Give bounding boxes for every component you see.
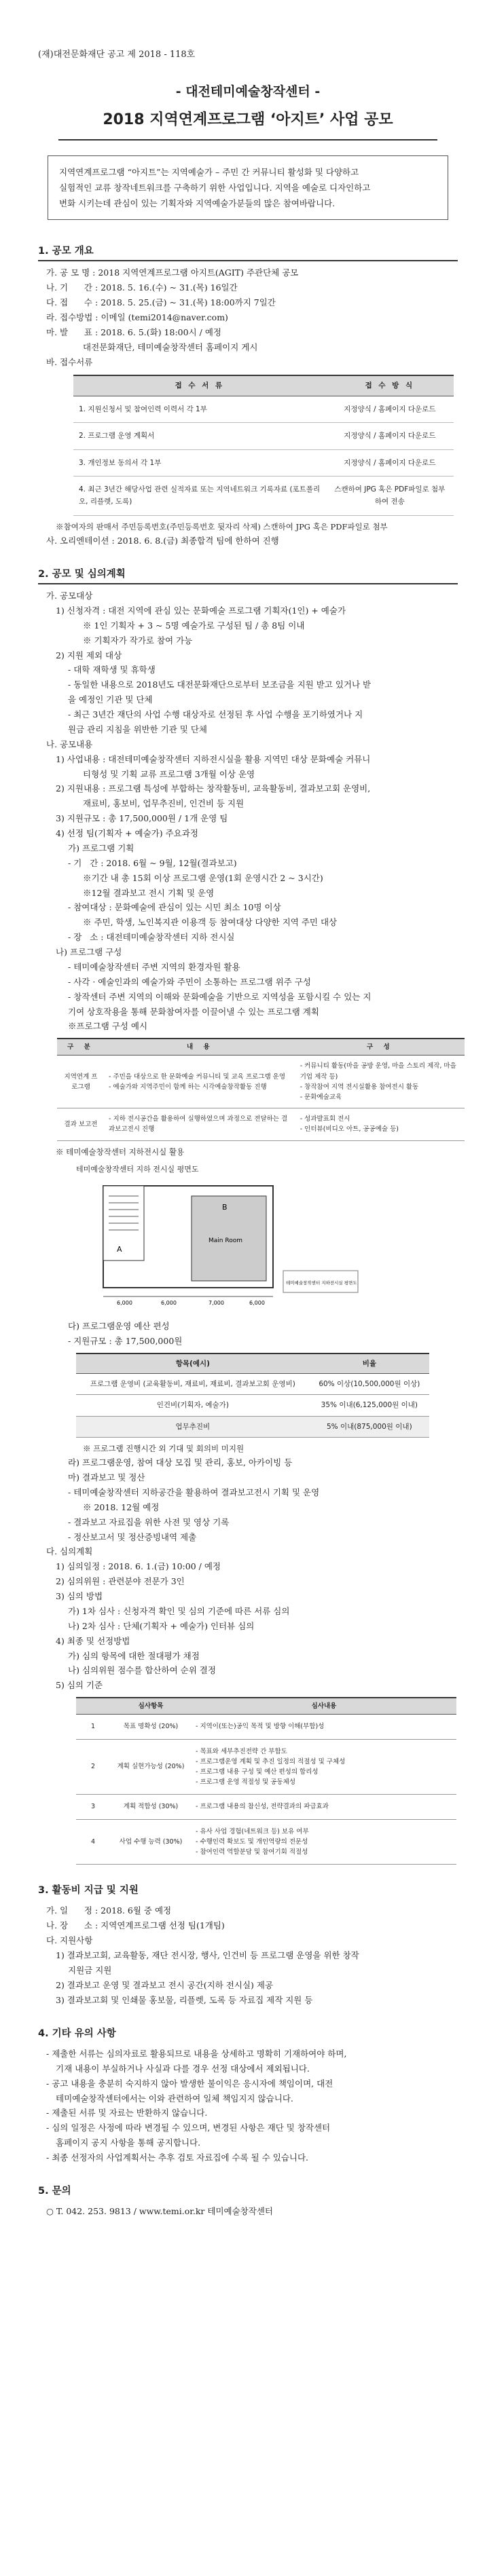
section-title-support: 3. 활동비 지급 및 지원 — [38, 1885, 139, 1897]
cell-line: - 커뮤니티 활동(마을 공방 운영, 마을 스토리 제작, 마을 기업 제작 등) — [300, 1062, 456, 1081]
intro-box — [48, 155, 448, 220]
table-header: 심사내용 — [192, 1698, 456, 1715]
notes-line: 기재 내용이 부실하거나 사실과 다를 경우 선정 대상에서 제외됩니다. — [56, 2063, 310, 2074]
plan-line: 4) 최종 및 선정방법 — [56, 1635, 130, 1646]
program-example-table — [57, 1038, 465, 1140]
plan-line: - 창작센터 주변 지역의 이해와 문화예술을 기반으로 지역성을 포함시킬 수 있는 지 — [68, 991, 372, 1002]
table-row — [73, 396, 454, 422]
plan-line: - 테미예술창작센터 주변 지역의 환경자원 활용 — [68, 961, 240, 972]
support-line: 나. 장 소 : 지역연계프로그램 선정 팀(1개팀) — [46, 1920, 225, 1931]
budget-table — [76, 1353, 429, 1438]
plan-line: - 기 간 : 2018. 6월 ~ 9월, 12월(결과보고) — [68, 857, 237, 868]
support-line: 1) 결과보고회, 교육활동, 재단 전시장, 행사, 인건비 등 프로그램 운영을 위한 창작 — [56, 1950, 359, 1961]
overview-line: 다. 접 수 : 2018. 5. 25.(금) ~ 31.(목) 18:00까지 7일간 — [46, 297, 276, 307]
overview-line: 라. 접수방법 : 이메일 (temi2014@naver.com) — [46, 312, 228, 322]
plan-line: 4) 선정 팀(기획자 + 예술가) 주요과정 — [56, 828, 198, 838]
table-row — [57, 1108, 465, 1140]
plan-line: - 참여대상 : 문화예술에 관심이 있는 시민 최소 10명 이상 — [68, 902, 281, 913]
plan-line: 나) 심의위원 점수를 합산하여 순위 결정 — [68, 1665, 216, 1676]
plan-line: 가. 공모대상 — [46, 591, 93, 601]
table-row — [73, 449, 454, 476]
cell-line: - 지하 전시공간을 활용하여 실행하였으며 과정으로 전달하는 결과보고전시 진행 — [109, 1115, 288, 1134]
overview-line: 대전문화재단, 테미예술창작센터 홈페이지 게시 — [83, 341, 258, 352]
plan-line: - 테미예술창작센터 지하공간을 활용하여 결과보고전시 기획 및 운영 — [68, 1487, 320, 1497]
table-cell: 60% 이상(10,500,000원 이상) — [310, 1373, 429, 1394]
plan-line: 2) 지원내용 : 프로그램 특성에 부합하는 창작활동비, 교육활동비, 결과보고회 운영비, — [56, 783, 371, 794]
cell-line: - 프로그램 내용의 참신성, 전략결과의 파급효과 — [196, 1803, 329, 1811]
table-cell — [296, 1108, 465, 1140]
plan-line: 가) 프로그램 기획 — [68, 842, 134, 853]
budget-line: - 지원규모 : 총 17,500,000원 — [68, 1335, 183, 1346]
criteria-table — [76, 1697, 456, 1865]
plan-line: - 장 소 : 대전테미예술창작센터 지하 전시실 — [68, 932, 235, 943]
plan-line: - 최근 3년간 재단의 사업 수행 대상자로 선정된 후 사업 수행을 포기하였거나 지 — [68, 709, 363, 720]
cell-line: - 유사 사업 경험(네트워크 등) 보유 여부 — [196, 1827, 309, 1835]
table-cell: 4 — [76, 1819, 110, 1865]
budget-note: ※ 프로그램 진행시간 외 기대 및 회의비 미지원 — [83, 1444, 244, 1454]
table-cell — [192, 1715, 456, 1739]
section-title-notes: 4. 기타 유의 사항 — [38, 2028, 116, 2039]
cell-line: - 문화예술교육 — [300, 1094, 342, 1101]
table-cell: 2 — [76, 1739, 110, 1795]
plan-line: 나) 프로그램 구성 — [56, 947, 122, 957]
support-line: 3) 결과보고회 및 인쇄물 홍보물, 리플렛, 도록 등 자료집 제작 지원 등 — [56, 1994, 313, 2005]
plan-line: 1) 사업내용 : 대전테미예술창작센터 지하전시실을 활용 지역민 대상 문화예술 커뮤니 — [56, 753, 371, 764]
plan-line: - 대학 재학생 및 휴학생 — [68, 665, 156, 675]
table-cell: 5% 이내(875,000원 이내) — [310, 1416, 429, 1437]
overview-line: 바. 접수서류 — [46, 356, 93, 367]
plan-line: 1) 신청자격 : 대전 지역에 관심 있는 문화예술 프로그램 기획자(1인) + 예술가 — [56, 605, 346, 616]
dimension-label: 6,000 — [249, 1299, 265, 1306]
cell-line: - 참여인력 역할분담 및 참여기회 적절성 — [196, 1848, 308, 1856]
support-line: 지원금 지원 — [68, 1964, 112, 1975]
table-row — [76, 1416, 429, 1437]
plan-line: ※ 1인 기획자 + 3 ~ 5명 예술가로 구성된 팀 / 총 8팀 이내 — [83, 620, 305, 631]
table-row — [76, 1373, 429, 1394]
table-cell — [296, 1056, 465, 1108]
cell-line: - 성과발표회 전시 — [300, 1115, 350, 1123]
floorplan-legend: 테미예술창작센터 지하전시실 평면도 — [286, 1280, 357, 1286]
intro-line: 지역연계프로그램 “아지트”는 지역예술가 – 주민 간 커뮤니티 활성화 및 다양하고 — [59, 166, 359, 177]
table-row — [73, 476, 454, 515]
plan-line: 가) 1차 심사 : 신청자격 확인 및 심의 기준에 따른 서류 심의 — [68, 1605, 290, 1616]
intro-line: 변화 시키는데 관심이 있는 기획자와 지역예술가분들의 많은 참여바랍니다. — [59, 198, 336, 208]
section-title-contact: 5. 문의 — [38, 2185, 71, 2197]
notes-line: - 제출한 서류는 심의자료로 활용되므로 내용을 상세하고 명확히 기재하여야 하며, — [46, 2048, 347, 2059]
plan-line: 나. 공모내용 — [46, 739, 93, 749]
plan-line: 가) 심의 항목에 대한 절대평가 채점 — [68, 1650, 200, 1661]
title-divider — [58, 139, 437, 141]
orientation-line: 사. 오리엔테이션 : 2018. 6. 8.(금) 최종합격 팀에 한하여 진행 — [46, 535, 279, 546]
table-cell: 3 — [76, 1795, 110, 1819]
overview-line: 나. 기 간 : 2018. 5. 16.(수) ~ 31.(목) 16일간 — [46, 282, 238, 293]
plan-line: 기여 상호작용을 통해 문화참여자를 이끌어낼 수 있는 프로그램 계획 — [68, 1006, 319, 1017]
submission-docs-table — [73, 375, 454, 515]
table-cell: 계획 적합성 (30%) — [110, 1795, 192, 1819]
table-cell: 인건비(기획자, 예술가) — [76, 1395, 310, 1416]
cell-line: - 프로그램 내용 구성 및 예산 편성의 합리성 — [196, 1768, 319, 1776]
plan-line: - 결과보고 자료집을 위한 사전 및 영상 기록 — [68, 1516, 230, 1527]
plan-line: 3) 심의 방법 — [56, 1591, 103, 1602]
cell-line: - 예술가와 지역주민이 함께 하는 시각예술창작활동 진행 — [109, 1083, 267, 1091]
page-title: 2018 지역연계프로그램 ‘아지트’ 사업 공모 — [103, 111, 393, 128]
table-header: 접 수 방 식 — [326, 375, 454, 396]
overview-line: 가. 공 모 명 : 2018 지역연계프로그램 아지트(AGIT) 주관단체 공모 — [46, 267, 299, 278]
contact-info: ○ T. 042. 253. 9813 / www.temi.or.kr 테미예술창작센터 — [46, 2206, 273, 2217]
table-cell: 2. 프로그램 운영 계획서 — [73, 423, 326, 449]
plan-line: - 사각 · 예술인과의 예술가와 주민이 소통하는 프로그램 위주 구성 — [68, 976, 311, 987]
table-cell: 프로그램 운영비 (교육활동비, 재료비, 재료비, 결과보고회 운영비) — [76, 1373, 310, 1394]
dimension-label: 6,000 — [117, 1299, 132, 1306]
subtitle: - 대전테미예술창작센터 - — [175, 83, 321, 99]
table-cell: 1. 지원신청서 및 참여인력 이력서 각 1부 — [73, 396, 326, 422]
notes-line: - 제출된 서류 및 자료는 반환하지 않습니다. — [46, 2108, 208, 2118]
table-note: ※참여자의 판매서 주민등록번호(주민등록번호 뒷자리 삭제) 스캔하여 JPG 혹은 PDF파일로 첨부 — [56, 521, 388, 531]
cell-line: - 목표와 세부추진전략 간 부합도 — [196, 1747, 287, 1755]
table-cell: 1 — [76, 1715, 110, 1739]
table-cell: 결과 보고전 — [57, 1108, 105, 1140]
main-room-label: Main Room — [209, 1237, 242, 1244]
plan-line: - 동일한 내용으로 2018년도 대전문화재단으로부터 보조금을 지원 받고 있거나 받 — [68, 679, 372, 690]
cell-line: - 프로그램운영 계획 및 추진 일정의 적절성 및 구체성 — [196, 1757, 346, 1766]
floorplan-drawing — [76, 1176, 361, 1311]
plan-line: 나) 2차 심사 : 단체(기획자 + 예술가) 인터뷰 심의 — [68, 1620, 255, 1631]
floorplan — [76, 1163, 458, 1316]
cell-line: - 주민을 대상으로 한 문화예술 커뮤니티 및 교육 프로그램 운영 — [109, 1072, 286, 1081]
table-header — [76, 1698, 110, 1715]
room-a-label: A — [117, 1244, 122, 1254]
cell-line: - 수행인력 확보도 및 개인역량의 전문성 — [196, 1837, 308, 1846]
plan-line: 3) 지원규모 : 총 17,500,000원 / 1개 운영 팀 — [56, 813, 228, 824]
table-cell: 지역연계 프로그램 — [57, 1056, 105, 1108]
table-row — [76, 1795, 456, 1819]
plan-line: ※ 기획자가 작가로 참여 가능 — [83, 635, 193, 646]
table-cell — [192, 1739, 456, 1795]
table-cell: 업무추진비 — [76, 1416, 310, 1437]
cell-line: - 창작참여 지역 전시실활용 참여전시 활동 — [300, 1083, 419, 1091]
plan-line: 5) 심의 기준 — [56, 1680, 103, 1691]
support-line: 가. 일 정 : 2018. 6월 중 예정 — [46, 1905, 172, 1916]
notes-line: 홈페이지 공지 사항을 통해 공지합니다. — [56, 2138, 201, 2148]
notes-line: - 공고 내용을 충분히 숙지하지 않아 발생한 불이익은 응시자에 책임이며, 대전 — [46, 2078, 333, 2089]
plan-line: 2) 지원 제외 대상 — [56, 650, 122, 660]
plan-line: - 정산보고서 및 정산증빙내역 제출 — [68, 1531, 197, 1542]
table-cell: 계획 실현가능성 (20%) — [110, 1739, 192, 1795]
table-row — [73, 423, 454, 449]
floorplan-note: ※ 테미예술창작센터 지하전시실 활용 — [56, 1146, 185, 1157]
table-header: 항목(예시) — [76, 1354, 310, 1374]
room-b-label: B — [222, 1202, 228, 1212]
table-row — [76, 1819, 456, 1865]
table-header: 심사항목 — [110, 1698, 192, 1715]
cell-line: - 지역이(또는)공익 목적 및 방향 이해(부합)성 — [196, 1723, 325, 1731]
table-row — [57, 1056, 465, 1108]
table-cell: 지정양식 / 홈페이지 다운로드 — [326, 449, 454, 476]
plan-line: 마) 결과보고 및 정산 — [68, 1472, 145, 1483]
intro-line: 실험적인 교류 창작네트워크를 구축하기 위한 사업입니다. 지역을 예술로 디자인하고 — [59, 182, 371, 193]
table-cell: 스캔하여 JPG 혹은 PDF파일로 첨부하여 전송 — [326, 476, 454, 515]
table-cell: 목표 명확성 (20%) — [110, 1715, 192, 1739]
table-cell: 3. 개인정보 동의서 각 1부 — [73, 449, 326, 476]
table-cell — [192, 1819, 456, 1865]
plan-line: 티형성 및 기획 교류 프로그램 3개월 이상 운영 — [83, 768, 255, 779]
table-header: 구 분 — [57, 1039, 105, 1056]
plan-line: 1) 심의일정 : 2018. 6. 1.(금) 10:00 / 예정 — [56, 1561, 221, 1572]
plan-line: ※ 주민, 학생, 노인복지관 이용객 등 참여대상 다양한 지역 주민 대상 — [83, 917, 338, 928]
table-cell — [105, 1108, 296, 1140]
plan-line: 라) 프로그램운영, 참여 대상 모집 및 관리, 홍보, 아카이빙 등 — [68, 1457, 293, 1468]
notes-line: - 최종 선정자의 사업계획서는 추후 검토 자료집에 수록 될 수 있습니다. — [46, 2152, 309, 2163]
table-header: 구 성 — [296, 1039, 465, 1056]
table-cell — [105, 1056, 296, 1108]
plan-line: ※기간 내 총 15회 이상 프로그램 운영(1회 운영시간 2 ~ 3시간) — [83, 872, 323, 883]
table-cell: 사업 수행 능력 (30%) — [110, 1819, 192, 1865]
section-title-overview: 1. 공모 개요 — [38, 243, 458, 261]
table-header: 접 수 서 류 — [73, 375, 326, 396]
table-cell: 지정양식 / 홈페이지 다운로드 — [326, 396, 454, 422]
plan-line: ※12월 결과보고 전시 기획 및 운영 — [83, 887, 215, 898]
table-cell: 35% 이내(6,125,000원 이내) — [310, 1395, 429, 1416]
plan-line: 원금 관리 지침을 위반한 기관 및 단체 — [68, 724, 207, 734]
notes-line: - 심의 일정은 사정에 따라 변경될 수 있으며, 변경된 사항은 재단 및 창작센터 — [46, 2123, 331, 2133]
plan-line: ※ 2018. 12월 예정 — [83, 1501, 160, 1512]
table-cell: 4. 최근 3년간 해당사업 관련 실적자료 또는 지역네트워크 기록자료 (포트폴리오, 리플렛, 도록) — [73, 476, 326, 515]
plan-line: 재료비, 홍보비, 업무추진비, 인건비 등 지원 — [83, 798, 244, 809]
dimension-label: 7,000 — [209, 1299, 224, 1306]
floorplan-caption: 테미예술창작센터 지하 전시실 평면도 — [76, 1164, 199, 1174]
table-row — [76, 1739, 456, 1795]
dimension-label: 6,000 — [161, 1299, 177, 1306]
notice-number: (재)대전문화재단 공고 제 2018 - 118호 — [38, 50, 196, 60]
budget-line: 다) 프로그램운영 예산 편성 — [68, 1320, 170, 1331]
plan-line: 2) 심의위원 : 관련분야 전문가 3인 — [56, 1576, 185, 1587]
plan-line: 다. 심의계획 — [46, 1546, 93, 1557]
support-line: 2) 결과보고 운영 및 결과보고 전시 공간(지하 전시실) 제공 — [56, 1979, 274, 1990]
support-line: 다. 지원사항 — [46, 1935, 93, 1946]
table-header: 비율 — [310, 1354, 429, 1374]
table-cell — [192, 1795, 456, 1819]
plan-line: ※프로그램 구성 예시 — [68, 1021, 148, 1032]
section-title-plan: 2. 공모 및 심의계획 — [38, 566, 458, 584]
table-header: 내 용 — [105, 1039, 296, 1056]
table-cell: 지정양식 / 홈페이지 다운로드 — [326, 423, 454, 449]
table-row — [76, 1715, 456, 1739]
cell-line: - 프로그램 운영 적절성 및 공동체성 — [196, 1778, 296, 1787]
notes-line: 테미예술창작센터에서는 이와 관련하여 일체 책임지지 않습니다. — [56, 2093, 293, 2104]
overview-line: 마. 발 표 : 2018. 6. 5.(화) 18:00시 / 예정 — [46, 326, 221, 337]
plan-line: 을 예정인 기관 및 단체 — [68, 694, 153, 705]
table-row — [76, 1395, 429, 1416]
cell-line: - 인터뷰(비디오 아트, 공공예술 등) — [300, 1125, 399, 1134]
